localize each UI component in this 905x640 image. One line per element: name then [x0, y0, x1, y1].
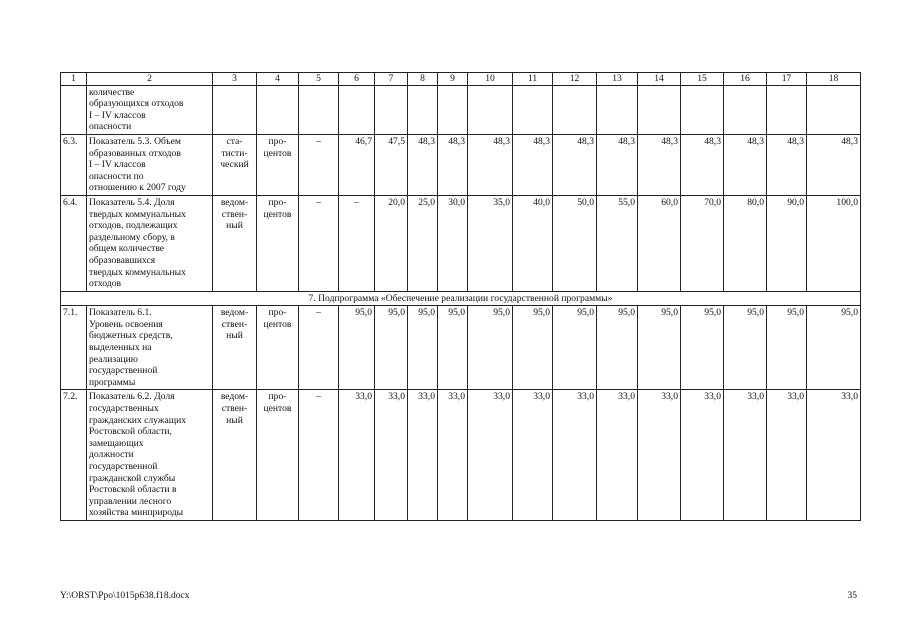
header-cell: 5	[299, 73, 339, 86]
row-number: 7.1.	[61, 306, 87, 390]
value-cell: 33,0	[438, 390, 468, 521]
header-cell: 8	[408, 73, 438, 86]
column-number-row	[61, 73, 861, 86]
value-cell: 95,0	[597, 306, 638, 390]
value-cell: 48,3	[638, 134, 681, 195]
value-cell: 33,0	[408, 390, 438, 521]
header-cell: 17	[767, 73, 807, 86]
value-cell	[513, 85, 553, 134]
value-cell: 95,0	[767, 306, 807, 390]
table-row	[61, 390, 861, 521]
value-cell	[553, 85, 597, 134]
indicator-name: Показатель 6.2. Доля государственных гражданских служащих Ростовской области, замещающих должности государственной гражданской службы Ростовской области в управлении лесного хозяйства минприроды	[87, 390, 213, 521]
value-cell: 48,3	[681, 134, 724, 195]
value-cell: 48,3	[553, 134, 597, 195]
value-cell: 48,3	[724, 134, 767, 195]
header-cell: 6	[339, 73, 375, 86]
header-cell: 11	[513, 73, 553, 86]
value-cell: 48,3	[408, 134, 438, 195]
value-cell: 55,0	[597, 195, 638, 291]
value-cell	[638, 85, 681, 134]
header-cell: 1	[61, 73, 87, 86]
table-row	[61, 134, 861, 195]
value-cell: 33,0	[513, 390, 553, 521]
value-cell: 70,0	[681, 195, 724, 291]
value-cell	[408, 85, 438, 134]
value-cell: 33,0	[681, 390, 724, 521]
indicator-name: Показатель 5.3. Объем образованных отходов I – IV классов опасности по отношению к 2007 году	[87, 134, 213, 195]
value-cell: 95,0	[513, 306, 553, 390]
value-cell: 95,0	[681, 306, 724, 390]
indicator-name: количестве образующихся отходов I – IV классов опасности	[87, 85, 213, 134]
value-cell: 48,3	[513, 134, 553, 195]
page-number: 35	[847, 591, 857, 601]
header-cell: 13	[597, 73, 638, 86]
unit: про- центов	[257, 390, 299, 521]
value-cell: 25,0	[408, 195, 438, 291]
value-cell: 48,3	[767, 134, 807, 195]
data-source: ведом- ствен- ный	[213, 306, 257, 390]
value-cell: 47,5	[375, 134, 408, 195]
value-cell: 90,0	[767, 195, 807, 291]
section-title: 7. Подпрограмма «Обеспечение реализации государственной программы»	[61, 291, 861, 306]
table-row	[61, 306, 861, 390]
unit: про- центов	[257, 306, 299, 390]
value-cell: 33,0	[339, 390, 375, 521]
header-cell: 15	[681, 73, 724, 86]
row-number: 6.3.	[61, 134, 87, 195]
header-cell: 14	[638, 73, 681, 86]
value-cell: 33,0	[724, 390, 767, 521]
value-cell: 95,0	[339, 306, 375, 390]
value-cell: –	[299, 134, 339, 195]
row-number: 6.4.	[61, 195, 87, 291]
unit: про- центов	[257, 134, 299, 195]
value-cell	[597, 85, 638, 134]
value-cell: 50,0	[553, 195, 597, 291]
value-cell: 95,0	[468, 306, 513, 390]
data-source: ста- тисти- ческий	[213, 134, 257, 195]
value-cell: 95,0	[807, 306, 861, 390]
value-cell: –	[299, 390, 339, 521]
value-cell: 33,0	[553, 390, 597, 521]
value-cell: –	[299, 306, 339, 390]
row-number: 7.2.	[61, 390, 87, 521]
value-cell	[375, 85, 408, 134]
value-cell	[299, 85, 339, 134]
value-cell: 95,0	[638, 306, 681, 390]
header-cell: 2	[87, 73, 213, 86]
value-cell: 35,0	[468, 195, 513, 291]
value-cell: 33,0	[375, 390, 408, 521]
value-cell: 30,0	[438, 195, 468, 291]
header-cell: 9	[438, 73, 468, 86]
header-cell: 7	[375, 73, 408, 86]
indicators-table	[60, 72, 861, 521]
section-row	[61, 291, 861, 306]
value-cell: 48,3	[597, 134, 638, 195]
value-cell: 95,0	[438, 306, 468, 390]
indicator-name: Показатель 5.4. Доля твердых коммунальных отходов, подлежащих раздельному сбору, в общем количестве образовавшихся твердых коммунальных отходов	[87, 195, 213, 291]
value-cell	[339, 85, 375, 134]
value-cell	[807, 85, 861, 134]
data-source	[213, 85, 257, 134]
header-cell: 12	[553, 73, 597, 86]
value-cell: 46,7	[339, 134, 375, 195]
unit: про- центов	[257, 195, 299, 291]
header-cell: 4	[257, 73, 299, 86]
value-cell: 33,0	[597, 390, 638, 521]
value-cell: 95,0	[408, 306, 438, 390]
value-cell: 33,0	[807, 390, 861, 521]
value-cell: 20,0	[375, 195, 408, 291]
value-cell: 33,0	[638, 390, 681, 521]
value-cell: –	[339, 195, 375, 291]
value-cell: 40,0	[513, 195, 553, 291]
value-cell: 95,0	[375, 306, 408, 390]
unit	[257, 85, 299, 134]
value-cell: 48,3	[438, 134, 468, 195]
value-cell: 33,0	[767, 390, 807, 521]
value-cell	[724, 85, 767, 134]
table-row	[61, 85, 861, 134]
value-cell	[438, 85, 468, 134]
value-cell: 95,0	[553, 306, 597, 390]
value-cell: –	[299, 195, 339, 291]
header-cell: 3	[213, 73, 257, 86]
header-cell: 16	[724, 73, 767, 86]
indicator-name: Показатель 6.1. Уровень освоения бюджетных средств, выделенных на реализацию государственной программы	[87, 306, 213, 390]
value-cell: 80,0	[724, 195, 767, 291]
value-cell	[681, 85, 724, 134]
row-number	[61, 85, 87, 134]
value-cell	[767, 85, 807, 134]
header-cell: 18	[807, 73, 861, 86]
value-cell: 95,0	[724, 306, 767, 390]
data-source: ведом- ствен- ный	[213, 390, 257, 521]
value-cell	[468, 85, 513, 134]
value-cell: 48,3	[807, 134, 861, 195]
table-row	[61, 195, 861, 291]
value-cell: 100,0	[807, 195, 861, 291]
value-cell: 33,0	[468, 390, 513, 521]
value-cell: 48,3	[468, 134, 513, 195]
value-cell: 60,0	[638, 195, 681, 291]
data-source: ведом- ствен- ный	[213, 195, 257, 291]
header-cell: 10	[468, 73, 513, 86]
file-path: Y:\ORST\Ppo\1015p638.f18.docx	[60, 591, 190, 601]
